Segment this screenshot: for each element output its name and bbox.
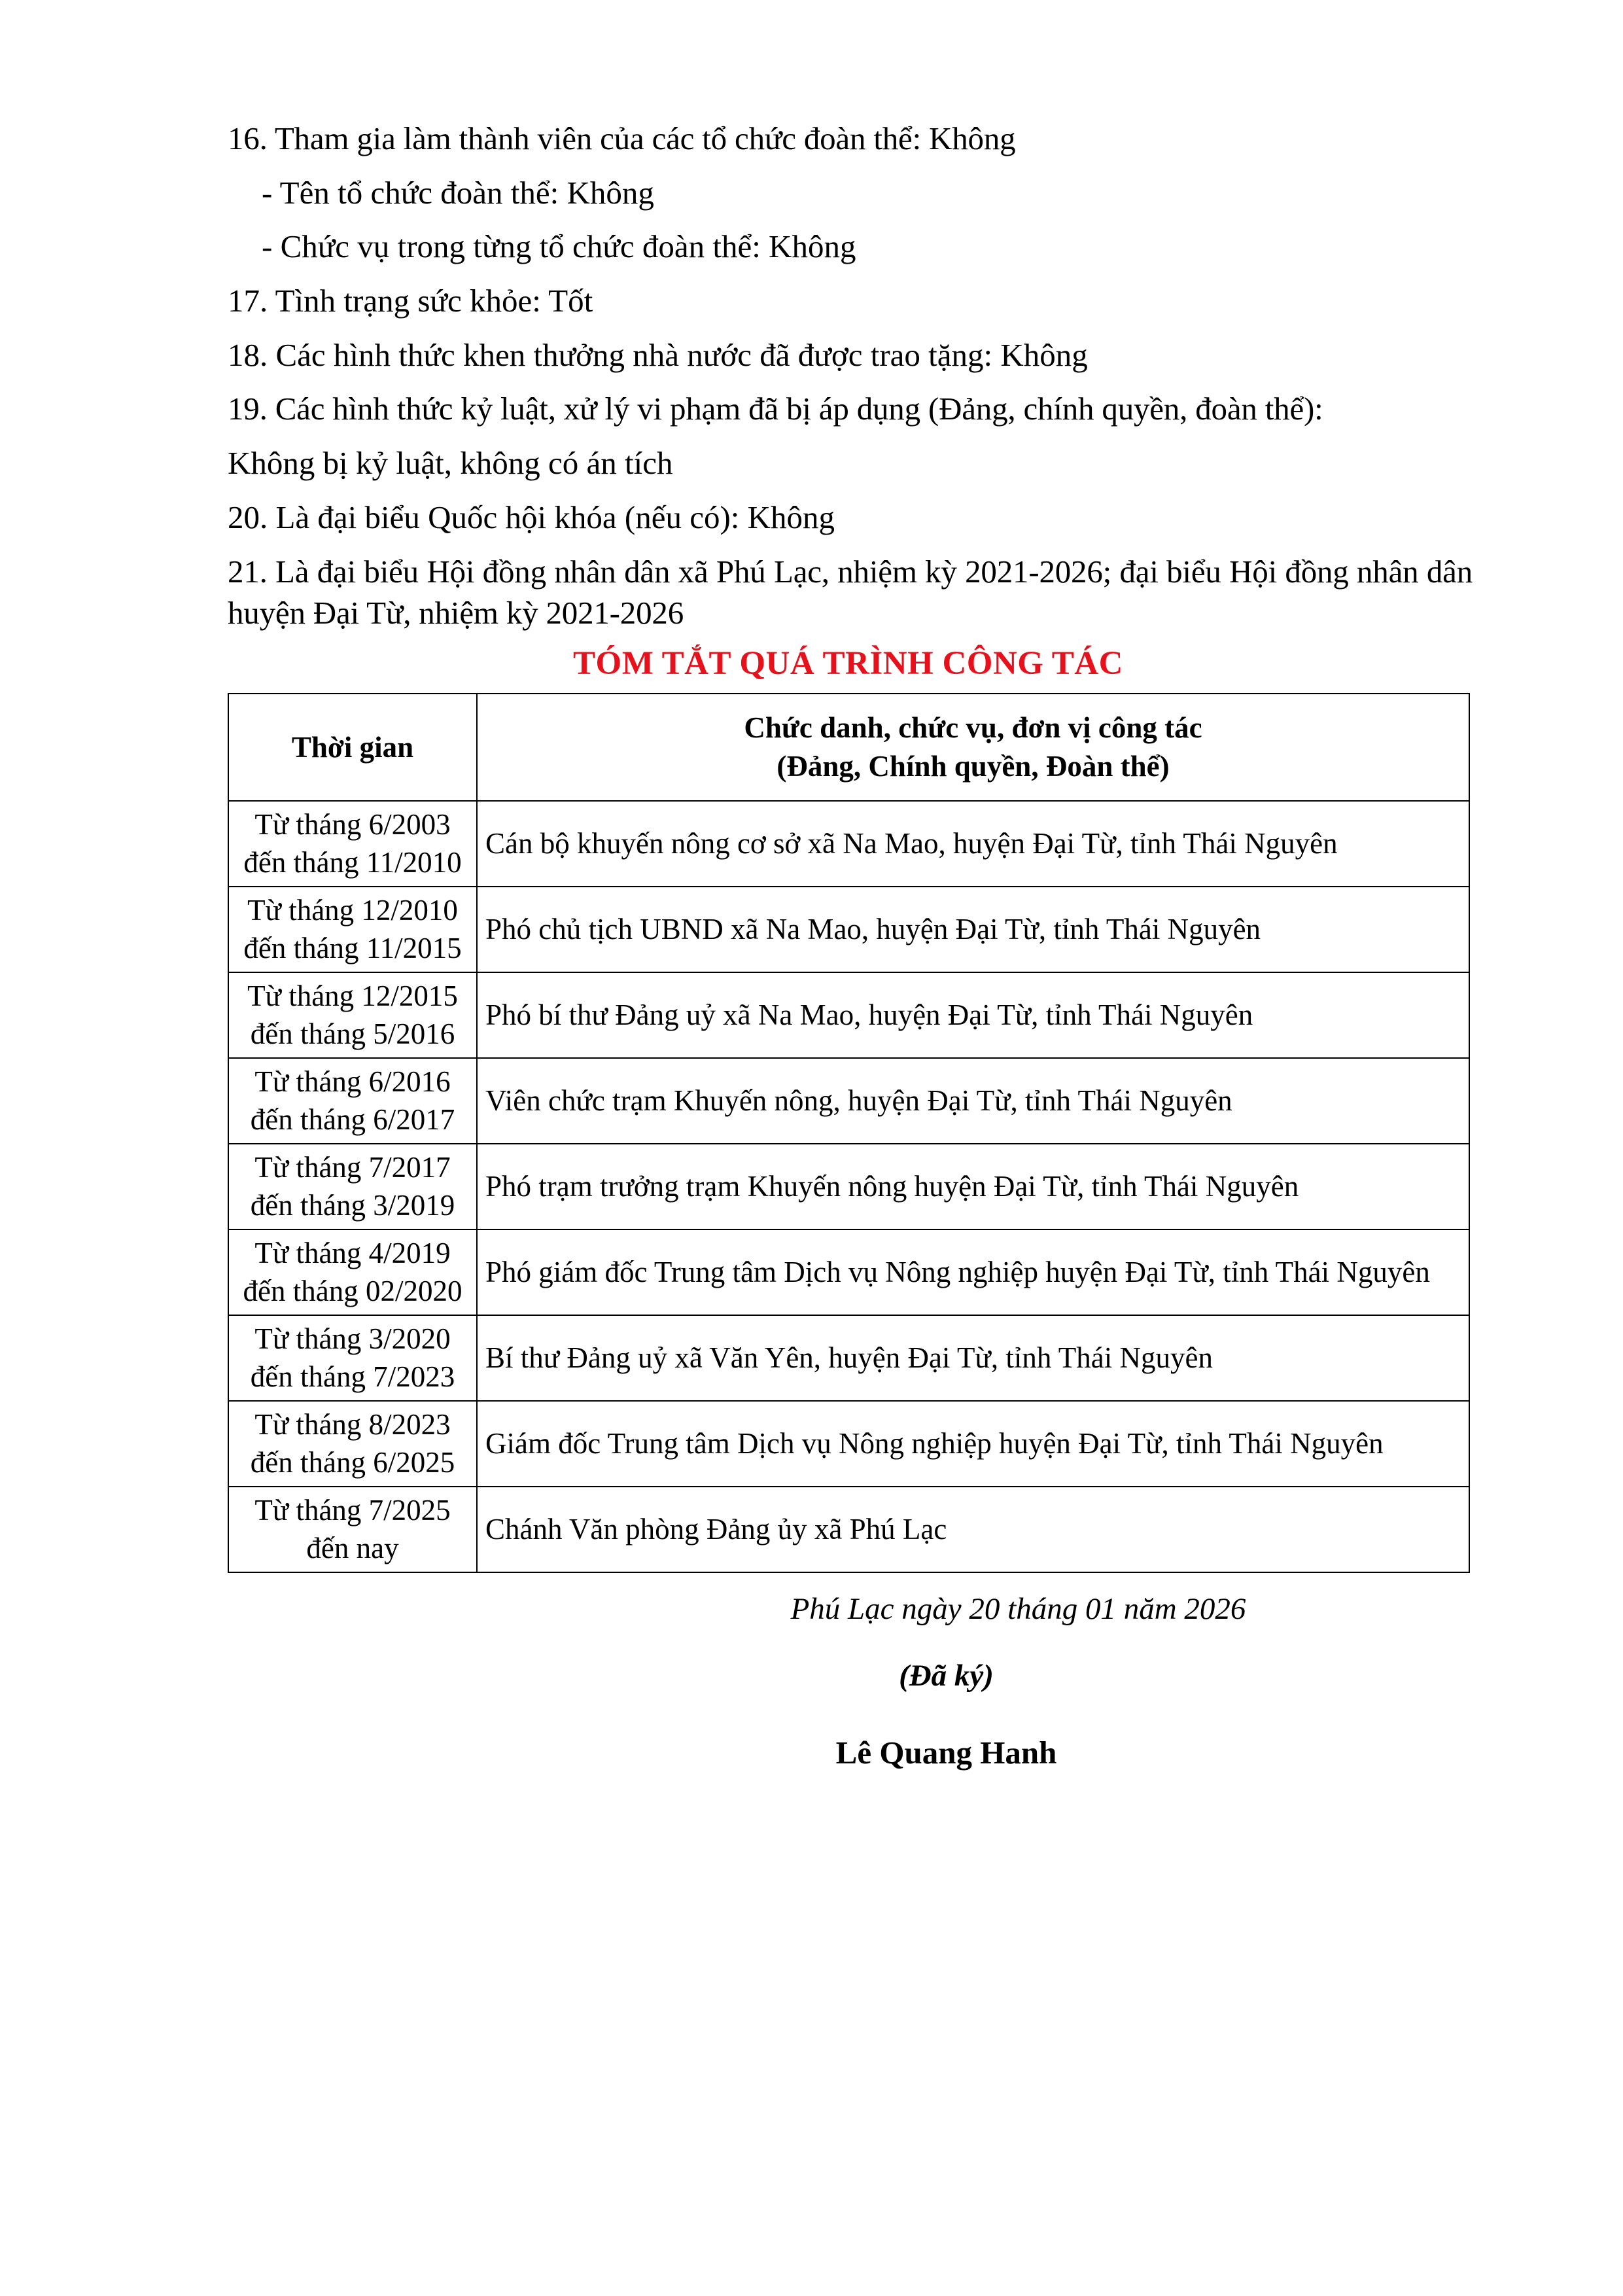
cell-time-to: đến tháng 6/2017 [250,1103,455,1137]
signature-block [228,1591,1469,1771]
item-19-answer: Không bị kỷ luật, không có án tích [228,445,673,482]
cell-time-to: đến tháng 02/2020 [243,1275,462,1308]
cell-time-from: Từ tháng 12/2010 [247,893,458,927]
cell-time-to: đến nay [306,1532,399,1565]
cell-time-to: đến tháng 11/2010 [243,846,462,879]
column-header-role [477,694,1469,801]
cell-role: Cán bộ khuyến nông cơ sở xã Na Mao, huyện Đại Từ, tỉnh Thái Nguyên [477,801,1469,887]
cell-role: Phó chủ tịch UBND xã Na Mao, huyện Đại Từ, tỉnh Thái Nguyên [477,887,1469,972]
signed-note: (Đã ký) [899,1658,994,1693]
item-18: 18. Các hình thức khen thưởng nhà nước đã được trao tặng: Không [228,336,1088,373]
cell-time-from: Từ tháng 6/2016 [254,1065,451,1098]
cell-role: Phó giám đốc Trung tâm Dịch vụ Nông nghiệp huyện Đại Từ, tỉnh Thái Nguyên [477,1229,1469,1315]
table-row [228,801,1469,887]
cell-time-from: Từ tháng 8/2023 [254,1407,451,1441]
column-header-role-line2: (Đảng, Chính quyền, Đoàn thể) [777,749,1170,783]
cell-time [228,1144,477,1229]
cell-time-from: Từ tháng 4/2019 [254,1236,451,1269]
column-header-time: Thời gian [228,694,477,801]
cell-time [228,801,477,887]
cell-time [228,1229,477,1315]
career-history-table [228,693,1470,1573]
column-header-role-line1: Chức danh, chức vụ, đơn vị công tác [744,711,1202,745]
item-20: 20. Là đại biểu Quốc hội khóa (nếu có): Không [228,499,835,535]
cell-role: Chánh Văn phòng Đảng ủy xã Phú Lạc [477,1487,1469,1572]
table-header-row [228,694,1469,801]
cell-time-to: đến tháng 11/2015 [243,932,462,965]
cell-time-to: đến tháng 3/2019 [250,1189,455,1222]
section-title: TÓM TẮT QUÁ TRÌNH CÔNG TÁC [573,645,1123,682]
signer-name: Lê Quang Hanh [835,1734,1057,1771]
table-row [228,887,1469,972]
cell-role: Viên chức trạm Khuyến nông, huyện Đại Từ, tỉnh Thái Nguyên [477,1058,1469,1144]
item-16-sub-b: - Chức vụ trong từng tổ chức đoàn thể: Không [262,228,856,265]
item-16-sub-a: - Tên tổ chức đoàn thể: Không [262,174,654,211]
cell-time [228,887,477,972]
cell-time-from: Từ tháng 7/2025 [254,1493,451,1527]
item-16: 16. Tham gia làm thành viên của các tổ chức đoàn thể: Không [228,120,1016,156]
cell-role: Giám đốc Trung tâm Dịch vụ Nông nghiệp huyện Đại Từ, tỉnh Thái Nguyên [477,1401,1469,1487]
table-row [228,1058,1469,1144]
table-row [228,1315,1469,1401]
table-row [228,1144,1469,1229]
cell-time [228,1401,477,1487]
cell-role: Phó trạm trưởng trạm Khuyến nông huyện Đại Từ, tỉnh Thái Nguyên [477,1144,1469,1229]
cell-time-to: đến tháng 6/2025 [250,1446,455,1479]
item-17: 17. Tình trạng sức khỏe: Tốt [228,283,593,319]
cell-time-from: Từ tháng 12/2015 [247,979,458,1012]
cell-time [228,1058,477,1144]
item-21: 21. Là đại biểu Hội đồng nhân dân xã Phú Lạc, nhiệm kỳ 2021-2026; đại biểu Hội đồng nhân dân huyện Đại Từ, nhiệm kỳ 2021-2026 [228,553,1473,631]
cell-time-to: đến tháng 7/2023 [250,1360,455,1394]
cell-role: Phó bí thư Đảng uỷ xã Na Mao, huyện Đại Từ, tỉnh Thái Nguyên [477,972,1469,1058]
cell-time [228,1315,477,1401]
cell-time [228,1487,477,1572]
table-row [228,972,1469,1058]
item-19: 19. Các hình thức kỷ luật, xử lý vi phạm đã bị áp dụng (Đảng, chính quyền, đoàn thể): [228,391,1323,427]
cell-time-from: Từ tháng 6/2003 [254,807,451,841]
signature-date: Phú Lạc ngày 20 tháng 01 năm 2026 [790,1591,1246,1626]
table-row [228,1401,1469,1487]
cell-time-to: đến tháng 5/2016 [250,1017,455,1051]
cell-time [228,972,477,1058]
cell-role: Bí thư Đảng uỷ xã Văn Yên, huyện Đại Từ, tỉnh Thái Nguyên [477,1315,1469,1401]
table-row [228,1487,1469,1572]
table-row [228,1229,1469,1315]
cell-time-from: Từ tháng 3/2020 [254,1322,451,1355]
cell-time-from: Từ tháng 7/2017 [254,1150,451,1184]
